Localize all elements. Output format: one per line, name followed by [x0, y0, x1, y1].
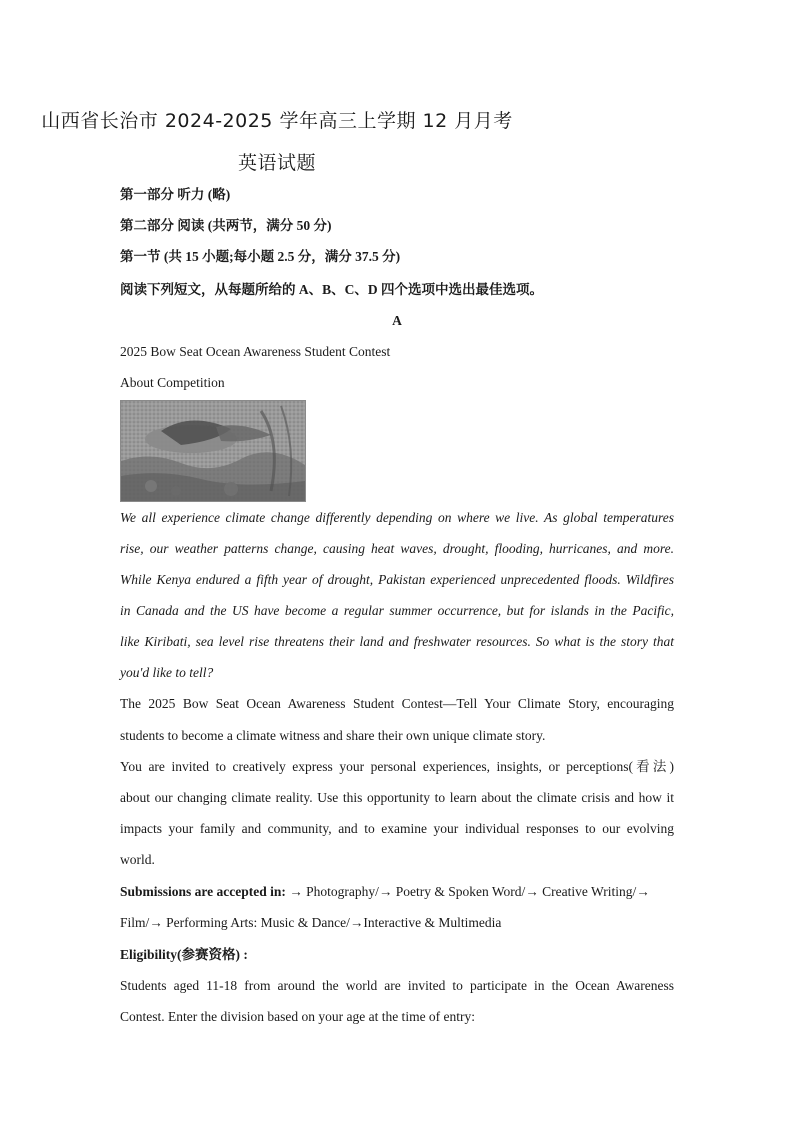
para2-line-2: about our changing climate reality. Use this opportunity to learn about the climate crisis and how it: [120, 790, 674, 805]
part2-heading: 第二部分 阅读 (共两节，满分 50 分): [120, 218, 332, 233]
submissions-categories-1: → Photography/→ Poetry & Spoken Word/→ Creative Writing/→: [285, 884, 650, 899]
artwork-illustration: [121, 401, 305, 501]
passage-letter: A: [392, 313, 402, 328]
exam-subtitle: 英语试题: [237, 152, 316, 174]
intro-line-3: While Kenya endured a fifth year of drought, Pakistan experienced unprecedented floods. Wildfires: [120, 572, 674, 587]
part1-heading: 第一部分 听力 (略): [120, 187, 231, 202]
intro-line-1: We all experience climate change differently depending on where we live. As global temperatures: [120, 510, 674, 525]
submissions-label: Submissions are accepted in:: [120, 884, 286, 899]
exam-title: 山西省长治市 2024-2025 学年高三上学期 12 月月考: [41, 110, 513, 132]
contest-artwork-image: [120, 400, 306, 502]
submissions-categories-2: Film/→ Performing Arts: Music & Dance/→Interactive & Multimedia: [120, 915, 502, 930]
section1-heading: 第一节 (共 15 小题;每小题 2.5 分，满分 37.5 分): [120, 249, 401, 264]
reading-instruction: 阅读下列短文，从每题所给的 A、B、C、D 四个选项中选出最佳选项。: [120, 282, 544, 297]
eligibility-line-1: Students aged 11-18 from around the world are invited to participate in the Ocean Awareness: [120, 978, 674, 993]
eligibility-line-2: Contest. Enter the division based on your age at the time of entry:: [120, 1009, 476, 1024]
intro-line-4: in Canada and the US have become a regular summer occurrence, but for islands in the Pacific,: [120, 603, 674, 618]
para2-line-1: You are invited to creatively express your personal experiences, insights, or perceptions(看法): [120, 759, 674, 774]
intro-line-5: like Kiribati, sea level rise threatens their land and freshwater resources. So what is the story that: [120, 634, 674, 649]
intro-line-6: you'd like to tell?: [120, 665, 214, 680]
intro-line-2: rise, our weather patterns change, causing heat waves, drought, flooding, hurricanes, and more.: [120, 541, 674, 556]
passage-heading: 2025 Bow Seat Ocean Awareness Student Contest: [120, 344, 391, 359]
para2-line-3: impacts your family and community, and to examine your individual responses to our evolving: [120, 821, 674, 836]
submissions-line-1: [120, 883, 674, 901]
para1-line-1: The 2025 Bow Seat Ocean Awareness Student Contest—Tell Your Climate Story, encouraging: [120, 696, 674, 711]
para1-line-2: students to become a climate witness and share their own unique climate story.: [120, 728, 546, 743]
para2-line-4: world.: [120, 852, 155, 867]
eligibility-label: Eligibility(参赛资格) :: [120, 947, 248, 962]
passage-subheading: About Competition: [120, 375, 225, 390]
